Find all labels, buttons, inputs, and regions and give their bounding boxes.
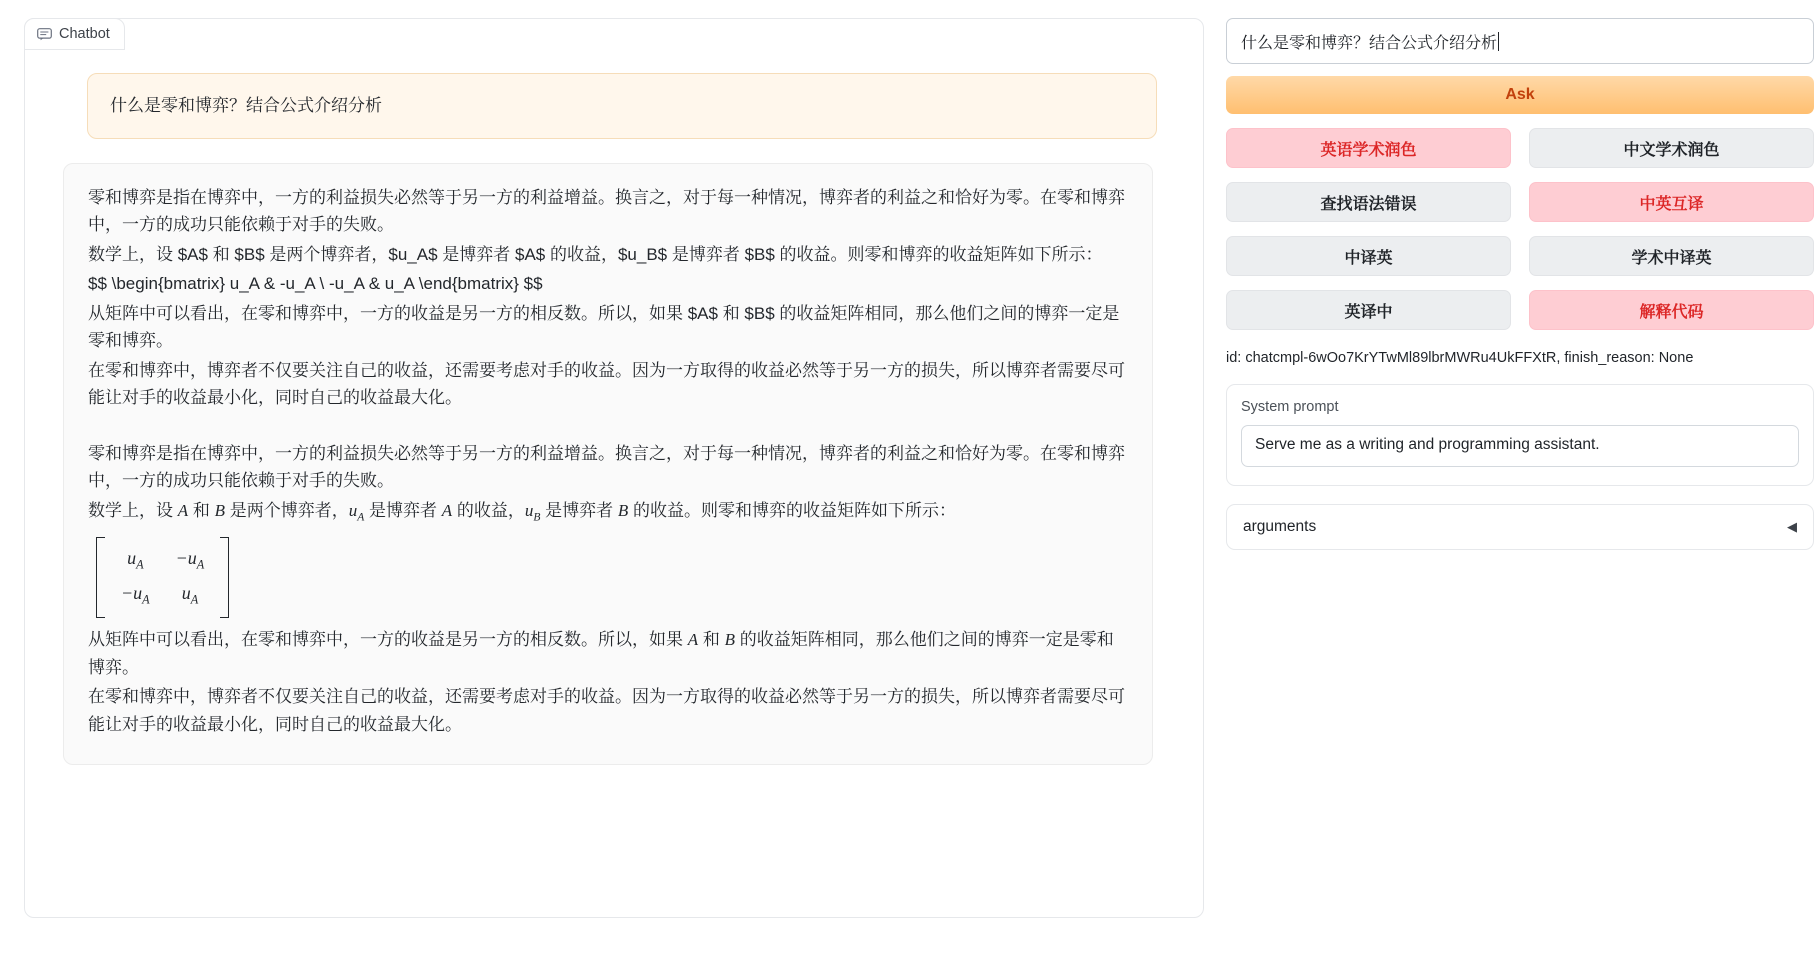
cell-00-sub: A <box>136 557 144 572</box>
cell-00-base: u <box>127 547 137 568</box>
p4-var-b: B <box>724 630 735 650</box>
p2-post: 的收益。则零和博弈的收益矩阵如下所示： <box>628 500 956 520</box>
p4-var-a: A <box>687 630 699 650</box>
preset-button-chinese-polish[interactable]: 中文学术润色 <box>1529 128 1814 168</box>
chatbot-panel <box>24 18 1204 918</box>
var-ua <box>348 500 365 524</box>
prompt-preset-grid <box>1226 128 1814 330</box>
message-spacer <box>88 414 1128 440</box>
chatbot-tab-label: Chatbot <box>59 26 110 42</box>
system-prompt-card <box>1226 384 1814 486</box>
p2-mid3: 是博弈者 <box>364 500 442 520</box>
bot-message-bubble <box>63 163 1153 766</box>
preset-button-english-polish[interactable]: 英语学术润色 <box>1226 128 1511 168</box>
bot-raw-paragraph-2: 数学上，设 $A$ 和 $B$ 是两个博弈者，$u_A$ 是博弈者 $A$ 的收益，$u_B$ 是博弈者 $B$ 的收益。则零和博弈的收益矩阵如下所示： <box>88 244 1103 264</box>
cell-10-base: −u <box>121 583 143 604</box>
p4-pre: 从矩阵中可以看出，在零和博弈中，一方的收益是另一方的相反数。所以，如果 <box>88 630 688 650</box>
var-ub-base: u <box>524 500 534 520</box>
user-message-bubble <box>87 73 1157 139</box>
response-meta: id: chatcmpl-6wOo7KrYTwMl89lbrMWRu4UkFFXtR, finish_reason: None <box>1226 350 1694 366</box>
cell-11-sub: A <box>190 592 199 607</box>
arguments-accordion-label: arguments <box>1243 518 1317 535</box>
bot-rendered-paragraph-2 <box>88 497 1128 527</box>
chatbot-tab[interactable] <box>24 18 125 50</box>
p2-mid1: 和 <box>188 500 215 520</box>
cell-10-sub: A <box>142 592 150 607</box>
p2-mid2: 是两个博弈者， <box>224 500 349 520</box>
preset-button-cn-en-mutual-translate[interactable]: 中英互译 <box>1529 182 1814 222</box>
var-ua-base: u <box>348 500 358 520</box>
chat-bubble-icon <box>37 28 52 41</box>
bot-rendered-paragraph-4 <box>88 626 1128 681</box>
text-caret <box>1498 32 1499 51</box>
var-ub <box>524 500 541 524</box>
preset-button-cn-to-en[interactable]: 中译英 <box>1226 236 1511 276</box>
matrix-cell-0-0 <box>121 544 150 575</box>
cell-11-base: u <box>181 583 191 604</box>
p4-post: 的收益矩阵相同，那么他们之间的博弈一定是零和博弈。 <box>88 630 1114 677</box>
bot-rendered-paragraph-5: 在零和博弈中，博弈者不仅要关注自己的收益，还需要考虑对手的收益。因为一方取得的收益必然等于另一方的损失，所以博弈者需要尽可能让对手的收益最小化，同时自己的收益最大化。 <box>88 687 1125 734</box>
arguments-accordion[interactable] <box>1226 504 1814 550</box>
matrix-cells <box>105 537 220 618</box>
var-b: B <box>214 500 225 520</box>
preset-button-academic-cn-to-en[interactable]: 学术中译英 <box>1529 236 1814 276</box>
prompt-input-value: 什么是零和博弈？结合公式介绍分析 <box>1241 34 1498 52</box>
preset-button-en-to-cn[interactable]: 英译中 <box>1226 290 1511 330</box>
preset-button-find-grammar-errors[interactable]: 查找语法错误 <box>1226 182 1511 222</box>
var-b2: B <box>617 500 629 520</box>
controls-column <box>1226 0 1814 961</box>
payoff-matrix <box>96 537 229 618</box>
matrix-cell-1-0 <box>121 579 150 610</box>
chevron-left-icon: ◀ <box>1787 519 1797 534</box>
bot-raw-latex-block: $$ \begin{bmatrix} u_A & -u_A \ -u_A & u_A \end{bmatrix} $$ <box>88 274 543 294</box>
var-a: A <box>177 500 189 520</box>
p4-mid: 和 <box>698 630 725 650</box>
system-prompt-input[interactable]: Serve me as a writing and programming assistant. <box>1241 425 1799 467</box>
p2-mid5: 是博弈者 <box>540 500 618 520</box>
matrix-cell-0-1 <box>176 544 205 575</box>
ask-button[interactable]: Ask <box>1226 76 1814 114</box>
chat-column <box>24 0 1204 961</box>
bot-rendered-paragraph-1: 零和博弈是指在博弈中，一方的利益损失必然等于另一方的利益增益。换言之，对于每一种情况，博弈者的利益之和恰好为零。在零和博弈中，一方的成功只能依赖于对手的失败。 <box>88 443 1125 491</box>
matrix-left-bracket <box>96 537 105 618</box>
system-prompt-label: System prompt <box>1241 399 1339 415</box>
matrix-cell-1-1 <box>176 579 205 610</box>
chat-message-list <box>25 19 1203 917</box>
bot-raw-paragraph-4: 从矩阵中可以看出，在零和博弈中，一方的收益是另一方的相反数。所以，如果 $A$ 和 $B$ 的收益矩阵相同，那么他们之间的博弈一定是零和博弈。 <box>88 303 1120 351</box>
bot-raw-paragraph-5: 在零和博弈中，博弈者不仅要关注自己的收益，还需要考虑对手的收益。因为一方取得的收益必然等于另一方的损失，所以博弈者需要尽可能让对手的收益最小化，同时自己的收益最大化。 <box>88 360 1125 408</box>
prompt-input[interactable] <box>1226 18 1814 64</box>
preset-button-explain-code[interactable]: 解释代码 <box>1529 290 1814 330</box>
var-ub-sub: B <box>533 510 541 524</box>
cell-01-base: −u <box>175 547 197 568</box>
matrix-right-bracket <box>220 537 229 618</box>
cell-01-sub: A <box>196 557 205 572</box>
p2-mid4: 的收益， <box>452 500 525 520</box>
p2-pre: 数学上，设 <box>88 500 178 520</box>
bot-raw-paragraph-1: 零和博弈是指在博弈中，一方的利益损失必然等于另一方的利益增益。换言之，对于每一种情况，博弈者的利益之和恰好为零。在零和博弈中，一方的成功只能依赖于对手的失败。 <box>88 187 1125 235</box>
var-a2: A <box>441 500 453 520</box>
user-message-text: 什么是零和博弈？结合公式介绍分析 <box>110 96 382 115</box>
var-ua-sub: A <box>357 510 365 524</box>
